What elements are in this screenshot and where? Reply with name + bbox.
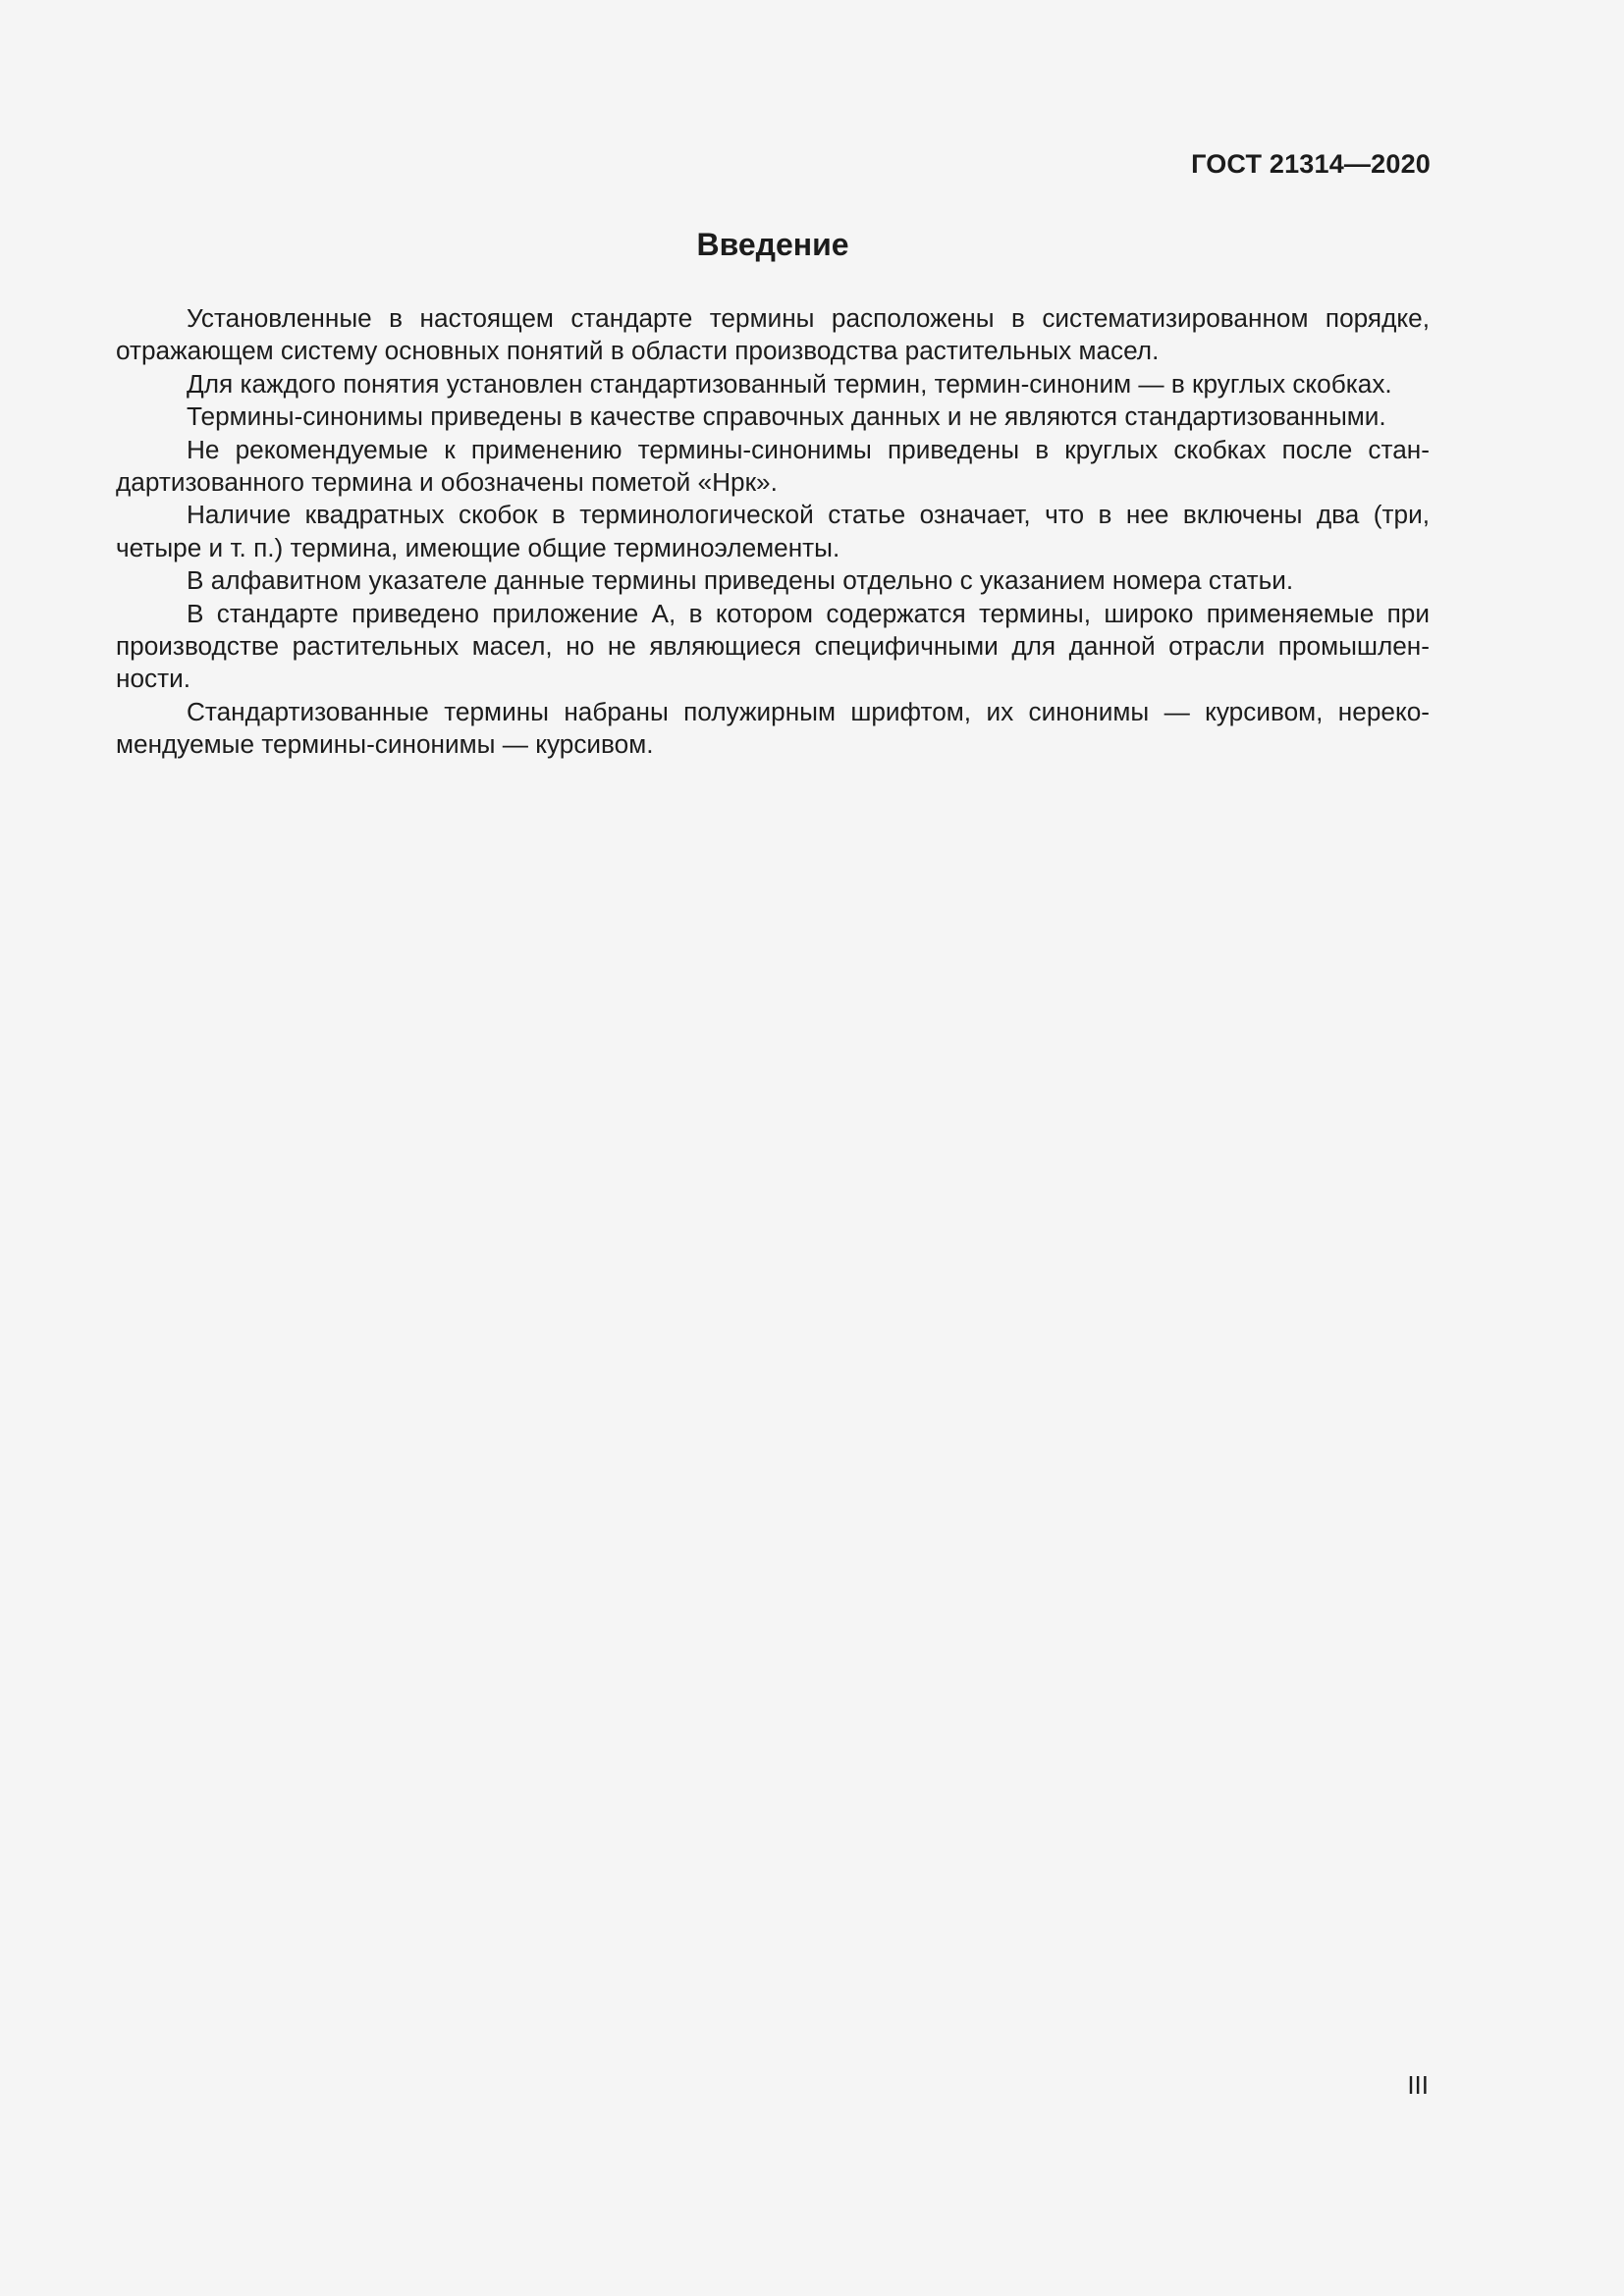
page-number: III (1407, 2070, 1429, 2100)
paragraph: Наличие квадратных скобок в терминологической статье означает, что в нее включены два (три, четыре и т. п.) термина, имеющие общие терминоэлементы. (116, 500, 1430, 562)
paragraph: Не рекомендуемые к применению термины-синонимы приведены в круглых скобках после стандартизованного термина и обозначены пометой «Нрк». (116, 434, 1430, 498)
paragraph: Для каждого понятия установлен стандартизованный термин, термин-синоним — в круглых скобках. (187, 368, 1392, 399)
body-text (116, 302, 1430, 762)
paragraph: Термины-синонимы приведены в качестве справочных данных и не являются стандартизованными. (187, 401, 1386, 432)
paragraph: В стандарте приведено приложение А, в котором содержатся термины, широко применяемые при производстве растительных масел, но не являющиеся специфичными для данной отрасли промышленности. (116, 598, 1430, 694)
section-title: Введение (696, 227, 849, 262)
paragraph: Установленные в настоящем стандарте термины расположены в систематизированном порядке, отражающем систему основных понятий в области производства растительных масел. (116, 303, 1430, 366)
paragraph: Стандартизованные термины набраны полужирным шрифтом, их синонимы — курсивом, нерекомендуемые термины-синонимы — курсивом. (116, 696, 1430, 760)
paragraph: В алфавитном указателе данные термины приведены отдельно с указанием номера статьи. (187, 565, 1294, 596)
document-code: ГОСТ 21314—2020 (1191, 149, 1431, 179)
